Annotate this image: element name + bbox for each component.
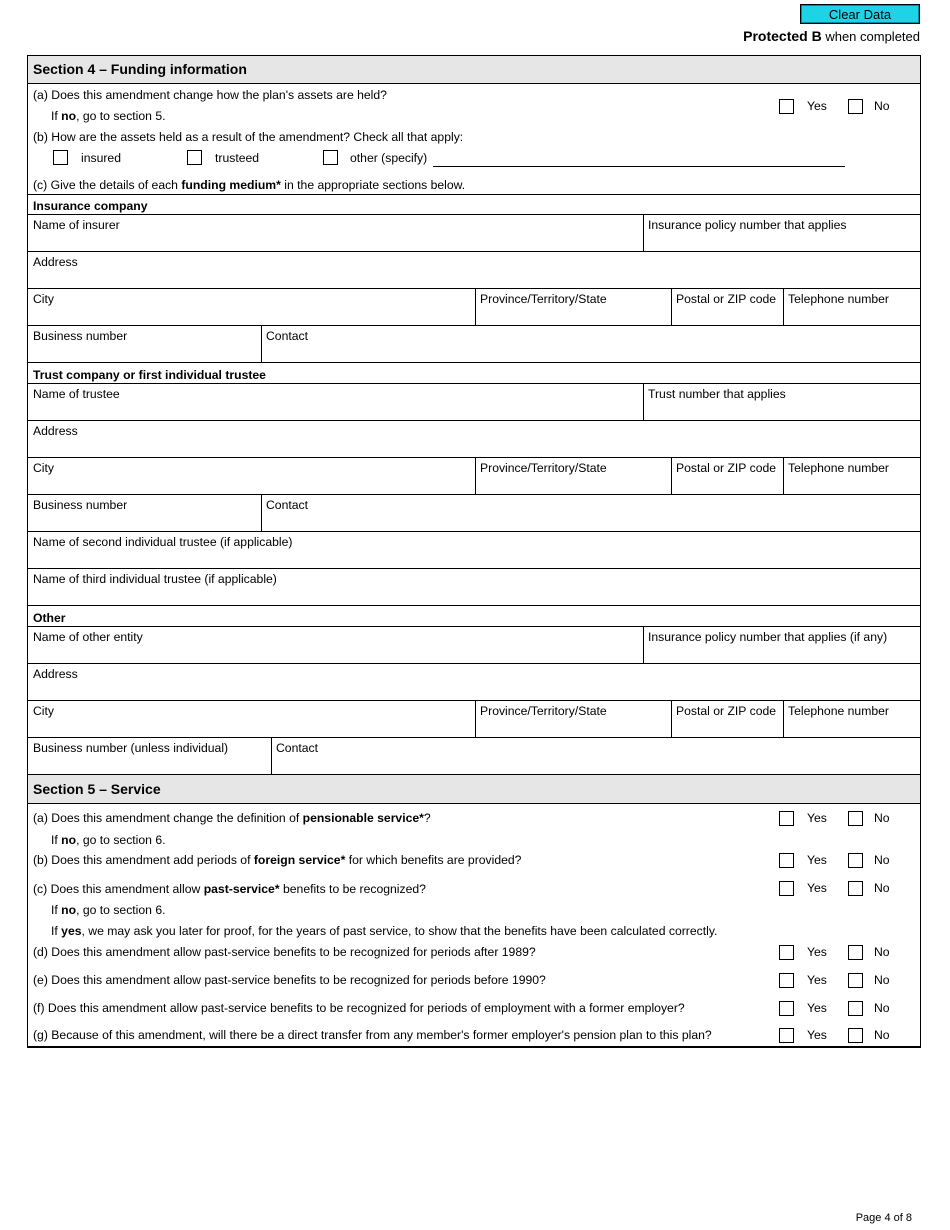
insured-label: insured [81, 151, 121, 165]
s4-a-no-label: No [874, 99, 890, 113]
divider [28, 251, 920, 252]
other-heading: Other [33, 611, 66, 625]
trust-company-heading: Trust company or first individual trustee [33, 368, 266, 382]
s5-question-c-note-no: If no, go to section 6. [51, 903, 166, 917]
divider [28, 457, 920, 458]
protected-b-label: Protected B [743, 28, 822, 44]
insurance-company-heading: Insurance company [33, 199, 148, 213]
divider [261, 494, 262, 531]
s5-a-no-label: No [874, 811, 890, 825]
s5-question-g: (g) Because of this amendment, will there be a direct transfer from any member's former employer's pension plan to this plan? [33, 1028, 712, 1042]
other-checkbox[interactable] [323, 150, 338, 165]
s5-question-e: (e) Does this amendment allow past-service benefits to be recognized for periods before 1990? [33, 973, 546, 987]
trustee-business-number-field[interactable]: Business number [33, 498, 128, 512]
insurer-telephone-field[interactable]: Telephone number [788, 292, 889, 306]
trustee-telephone-field[interactable]: Telephone number [788, 461, 889, 475]
divider [28, 214, 920, 215]
trustee-province-field[interactable]: Province/Territory/State [480, 461, 607, 475]
other-postal-field[interactable]: Postal or ZIP code [676, 704, 777, 718]
trust-number-field[interactable]: Trust number that applies [648, 387, 786, 401]
funding-service-form [27, 55, 921, 1048]
divider [28, 288, 920, 289]
trustee-address-field[interactable]: Address [33, 424, 78, 438]
divider [643, 626, 644, 663]
divider [643, 214, 644, 251]
s5-question-b: (b) Does this amendment add periods of foreign service* for which benefits are provided? [33, 853, 522, 867]
s5-g-yes-label: Yes [807, 1028, 827, 1042]
s5-f-yes-label: Yes [807, 1001, 827, 1015]
other-telephone-field[interactable]: Telephone number [788, 704, 889, 718]
divider [28, 325, 920, 326]
divider [643, 383, 644, 420]
second-trustee-field[interactable]: Name of second individual trustee (if applicable) [33, 535, 293, 549]
third-trustee-field[interactable]: Name of third individual trustee (if applicable) [33, 572, 277, 586]
s5-b-yes-label: Yes [807, 853, 827, 867]
s5-question-c: (c) Does this amendment allow past-service* benefits to be recognized? [33, 882, 426, 896]
other-policy-number-field[interactable]: Insurance policy number that applies (if any) [648, 630, 888, 644]
trustee-contact-field[interactable]: Contact [266, 498, 309, 512]
other-contact-field[interactable]: Contact [276, 741, 319, 755]
s5-g-no-label: No [874, 1028, 890, 1042]
divider [28, 737, 920, 738]
divider [671, 457, 672, 494]
divider [28, 626, 920, 627]
clear-data-button[interactable]: Clear Data [800, 4, 920, 24]
name-of-insurer-field[interactable]: Name of insurer [33, 218, 120, 232]
s4-question-a: (a) Does this amendment change how the plan's assets are held? [33, 88, 387, 102]
s5-question-a: (a) Does this amendment change the definition of pensionable service*? [33, 811, 431, 825]
insurer-postal-field[interactable]: Postal or ZIP code [676, 292, 777, 306]
s5-f-no-checkbox[interactable] [848, 1001, 863, 1016]
s5-g-yes-checkbox[interactable] [779, 1028, 794, 1043]
s5-f-yes-checkbox[interactable] [779, 1001, 794, 1016]
divider [28, 700, 920, 701]
s5-a-yes-checkbox[interactable] [779, 811, 794, 826]
s5-a-yes-label: Yes [807, 811, 827, 825]
insurer-contact-field[interactable]: Contact [266, 329, 309, 343]
insurer-business-number-field[interactable]: Business number [33, 329, 128, 343]
divider [783, 457, 784, 494]
s5-question-f: (f) Does this amendment allow past-service benefits to be recognized for periods of employment with a former employer? [33, 1001, 685, 1015]
divider [475, 457, 476, 494]
insurance-policy-number-field[interactable]: Insurance policy number that applies [648, 218, 847, 232]
s5-e-yes-checkbox[interactable] [779, 973, 794, 988]
trusteed-checkbox[interactable] [187, 150, 202, 165]
s5-f-no-label: No [874, 1001, 890, 1015]
s4-a-yes-checkbox[interactable] [779, 99, 794, 114]
s5-c-no-checkbox[interactable] [848, 881, 863, 896]
s5-b-no-label: No [874, 853, 890, 867]
divider [671, 288, 672, 325]
s5-c-yes-checkbox[interactable] [779, 881, 794, 896]
s5-a-no-checkbox[interactable] [848, 811, 863, 826]
s5-g-no-checkbox[interactable] [848, 1028, 863, 1043]
divider [671, 700, 672, 737]
divider [475, 700, 476, 737]
insurer-city-field[interactable]: City [33, 292, 54, 306]
s5-d-no-checkbox[interactable] [848, 945, 863, 960]
trusteed-label: trusteed [215, 151, 260, 165]
protected-b-notice [743, 28, 920, 44]
s4-question-a-note: If no, go to section 5. [51, 109, 166, 123]
s5-question-c-note-yes: If yes, we may ask you later for proof, for the years of past service, to show that the benefits have been calculated correctly. [51, 924, 718, 938]
page-number: Page 4 of 8 [855, 1212, 912, 1224]
s5-e-yes-label: Yes [807, 973, 827, 987]
divider [28, 194, 920, 195]
s4-a-no-checkbox[interactable] [848, 99, 863, 114]
s5-b-no-checkbox[interactable] [848, 853, 863, 868]
divider [28, 605, 920, 606]
divider [261, 325, 262, 362]
divider [28, 568, 920, 569]
insurer-address-field[interactable]: Address [33, 255, 78, 269]
trustee-postal-field[interactable]: Postal or ZIP code [676, 461, 777, 475]
divider [783, 288, 784, 325]
s5-d-no-label: No [874, 945, 890, 959]
s5-c-no-label: No [874, 881, 890, 895]
s5-question-d: (d) Does this amendment allow past-service benefits to be recognized for periods after 1989? [33, 945, 536, 959]
s5-question-a-note: If no, go to section 6. [51, 833, 166, 847]
protected-b-suffix: when completed [821, 29, 920, 44]
divider [28, 420, 920, 421]
insured-checkbox[interactable] [53, 150, 68, 165]
s4-question-b: (b) How are the assets held as a result of the amendment? Check all that apply: [33, 130, 464, 144]
s5-d-yes-checkbox[interactable] [779, 945, 794, 960]
name-of-other-entity-field[interactable]: Name of other entity [33, 630, 143, 644]
divider [28, 531, 920, 532]
insurer-province-field[interactable]: Province/Territory/State [480, 292, 607, 306]
divider [475, 288, 476, 325]
divider [28, 663, 920, 664]
other-specify-field[interactable] [433, 166, 845, 167]
other-city-field[interactable]: City [33, 704, 54, 718]
trustee-city-field[interactable]: City [33, 461, 54, 475]
divider [271, 737, 272, 774]
other-specify-label: other (specify) [350, 151, 428, 165]
section-5-title: Section 5 – Service [28, 775, 920, 804]
s5-c-yes-label: Yes [807, 881, 827, 895]
other-business-number-field[interactable]: Business number (unless individual) [33, 741, 229, 755]
s5-b-yes-checkbox[interactable] [779, 853, 794, 868]
s4-a-yes-label: Yes [807, 99, 827, 113]
s5-e-no-checkbox[interactable] [848, 973, 863, 988]
divider [28, 362, 920, 363]
s5-e-no-label: No [874, 973, 890, 987]
name-of-trustee-field[interactable]: Name of trustee [33, 387, 120, 401]
other-province-field[interactable]: Province/Territory/State [480, 704, 607, 718]
divider [783, 700, 784, 737]
other-address-field[interactable]: Address [33, 667, 78, 681]
s4-question-c: (c) Give the details of each funding medium* in the appropriate sections below. [33, 178, 466, 192]
s5-d-yes-label: Yes [807, 945, 827, 959]
divider [28, 383, 920, 384]
divider [28, 494, 920, 495]
section-4-title: Section 4 – Funding information [28, 56, 920, 84]
